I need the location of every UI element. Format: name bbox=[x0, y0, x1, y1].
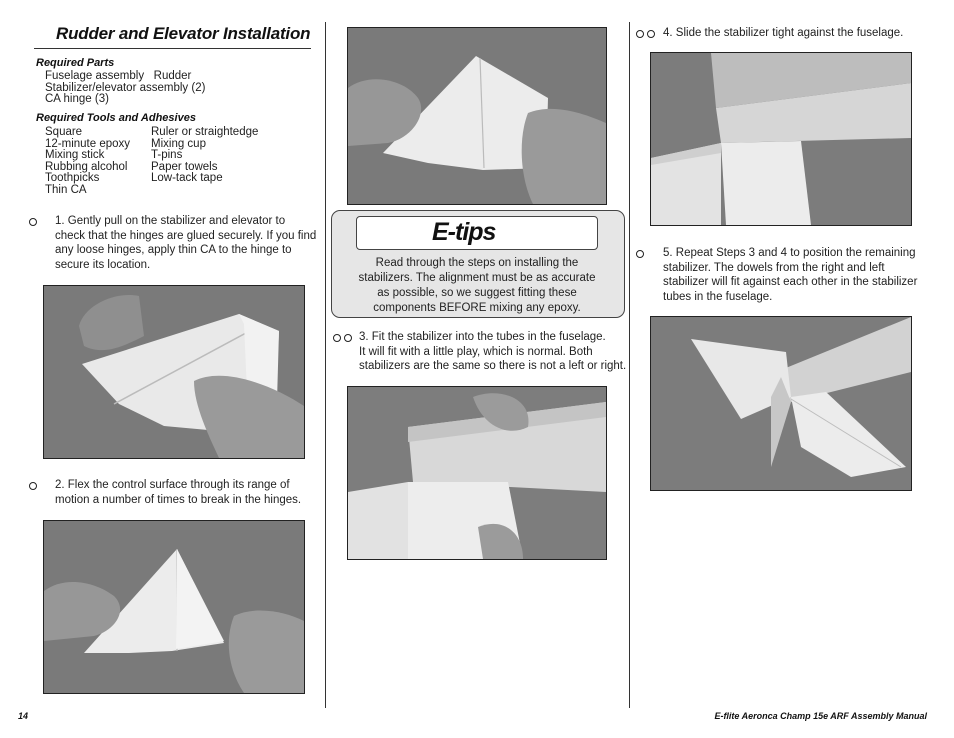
tools-list-left bbox=[45, 127, 130, 196]
step-1-checkbox[interactable] bbox=[29, 218, 37, 226]
etips-logo: E-tips bbox=[432, 218, 496, 246]
step-3-text: 3. Fit the stabilizer into the tubes in the fuselage. It will fit with a little play, which is normal. Both stabilizers are the same so there is not a left or right. bbox=[359, 331, 627, 373]
tool-item: Paper towels bbox=[151, 160, 218, 173]
column-divider bbox=[629, 22, 630, 708]
page-number: 14 bbox=[18, 711, 29, 721]
photo-step-4 bbox=[650, 52, 912, 226]
tool-item: Mixing stick bbox=[45, 149, 105, 161]
stabilizer-photo-1 bbox=[44, 286, 304, 458]
stabilizer-photo-3 bbox=[348, 28, 606, 204]
tool-item: Square bbox=[45, 126, 83, 138]
required-tools-heading: Required Tools and Adhesives bbox=[36, 112, 196, 124]
step-4-checkbox-a[interactable] bbox=[636, 30, 644, 38]
section-title: Rudder and Elevator Installation bbox=[56, 24, 311, 43]
stabilizer-photo-2 bbox=[44, 521, 304, 693]
tool-item: Ruler or straightedge bbox=[151, 126, 259, 138]
step-2-checkbox[interactable] bbox=[29, 482, 37, 490]
step-4-checkbox-b[interactable] bbox=[647, 30, 655, 38]
photo-step-3 bbox=[347, 386, 607, 560]
title-divider bbox=[34, 48, 311, 49]
step-3-checkbox-a[interactable] bbox=[333, 334, 341, 342]
required-parts-heading: Required Parts bbox=[36, 57, 115, 69]
photo-step-5 bbox=[650, 316, 912, 491]
tool-item: Low-tack tape bbox=[151, 172, 223, 184]
column-divider bbox=[325, 22, 326, 708]
photo-step-1 bbox=[43, 285, 305, 459]
step-5-checkbox[interactable] bbox=[636, 250, 644, 258]
step-1-text: 1. Gently pull on the stabilizer and elevator to check that the hinges are glued securely. If you find any loose hinges, apply thin CA to the hinge to secure its location. bbox=[55, 215, 317, 271]
tools-list-right bbox=[151, 127, 258, 185]
tool-item: Toothpicks bbox=[45, 172, 100, 184]
fuselage-photo-2 bbox=[651, 53, 911, 225]
required-part-line: CA hinge (3) bbox=[45, 93, 109, 105]
step-5-text: 5. Repeat Steps 3 and 4 to position the remaining stabilizer. The dowels from the right and left stabilizer will fit against each other in the stabilizer tubes in the fuselage. bbox=[663, 247, 918, 303]
required-parts-list bbox=[45, 71, 205, 106]
photo-top-middle bbox=[347, 27, 607, 205]
etips-text: Read through the steps on installing the stabilizers. The alignment must be as accurate as possible, so we suggest fitting these components BEFORE mixing any epoxy. bbox=[358, 257, 596, 314]
photo-step-2 bbox=[43, 520, 305, 694]
fuselage-photo-1 bbox=[348, 387, 606, 559]
tool-item: Mixing cup bbox=[151, 137, 206, 150]
fuselage-photo-3 bbox=[651, 317, 911, 490]
tool-item: T-pins bbox=[151, 149, 183, 161]
step-3-checkbox-b[interactable] bbox=[344, 334, 352, 342]
tool-item: Rubbing alcohol bbox=[45, 160, 128, 173]
step-4-text: 4. Slide the stabilizer tight against the fuselage. bbox=[663, 27, 904, 39]
tool-item: 12-minute epoxy bbox=[45, 137, 131, 150]
step-2-text: 2. Flex the control surface through its range of motion a number of times to break in the hinges. bbox=[55, 479, 302, 506]
required-part-line: Stabilizer/elevator assembly (2) bbox=[45, 81, 206, 94]
required-part-line: Fuselage assembly Rudder bbox=[45, 70, 192, 82]
tool-item: Thin CA bbox=[45, 183, 87, 196]
manual-title: E-flite Aeronca Champ 15e ARF Assembly Manual bbox=[714, 711, 927, 721]
